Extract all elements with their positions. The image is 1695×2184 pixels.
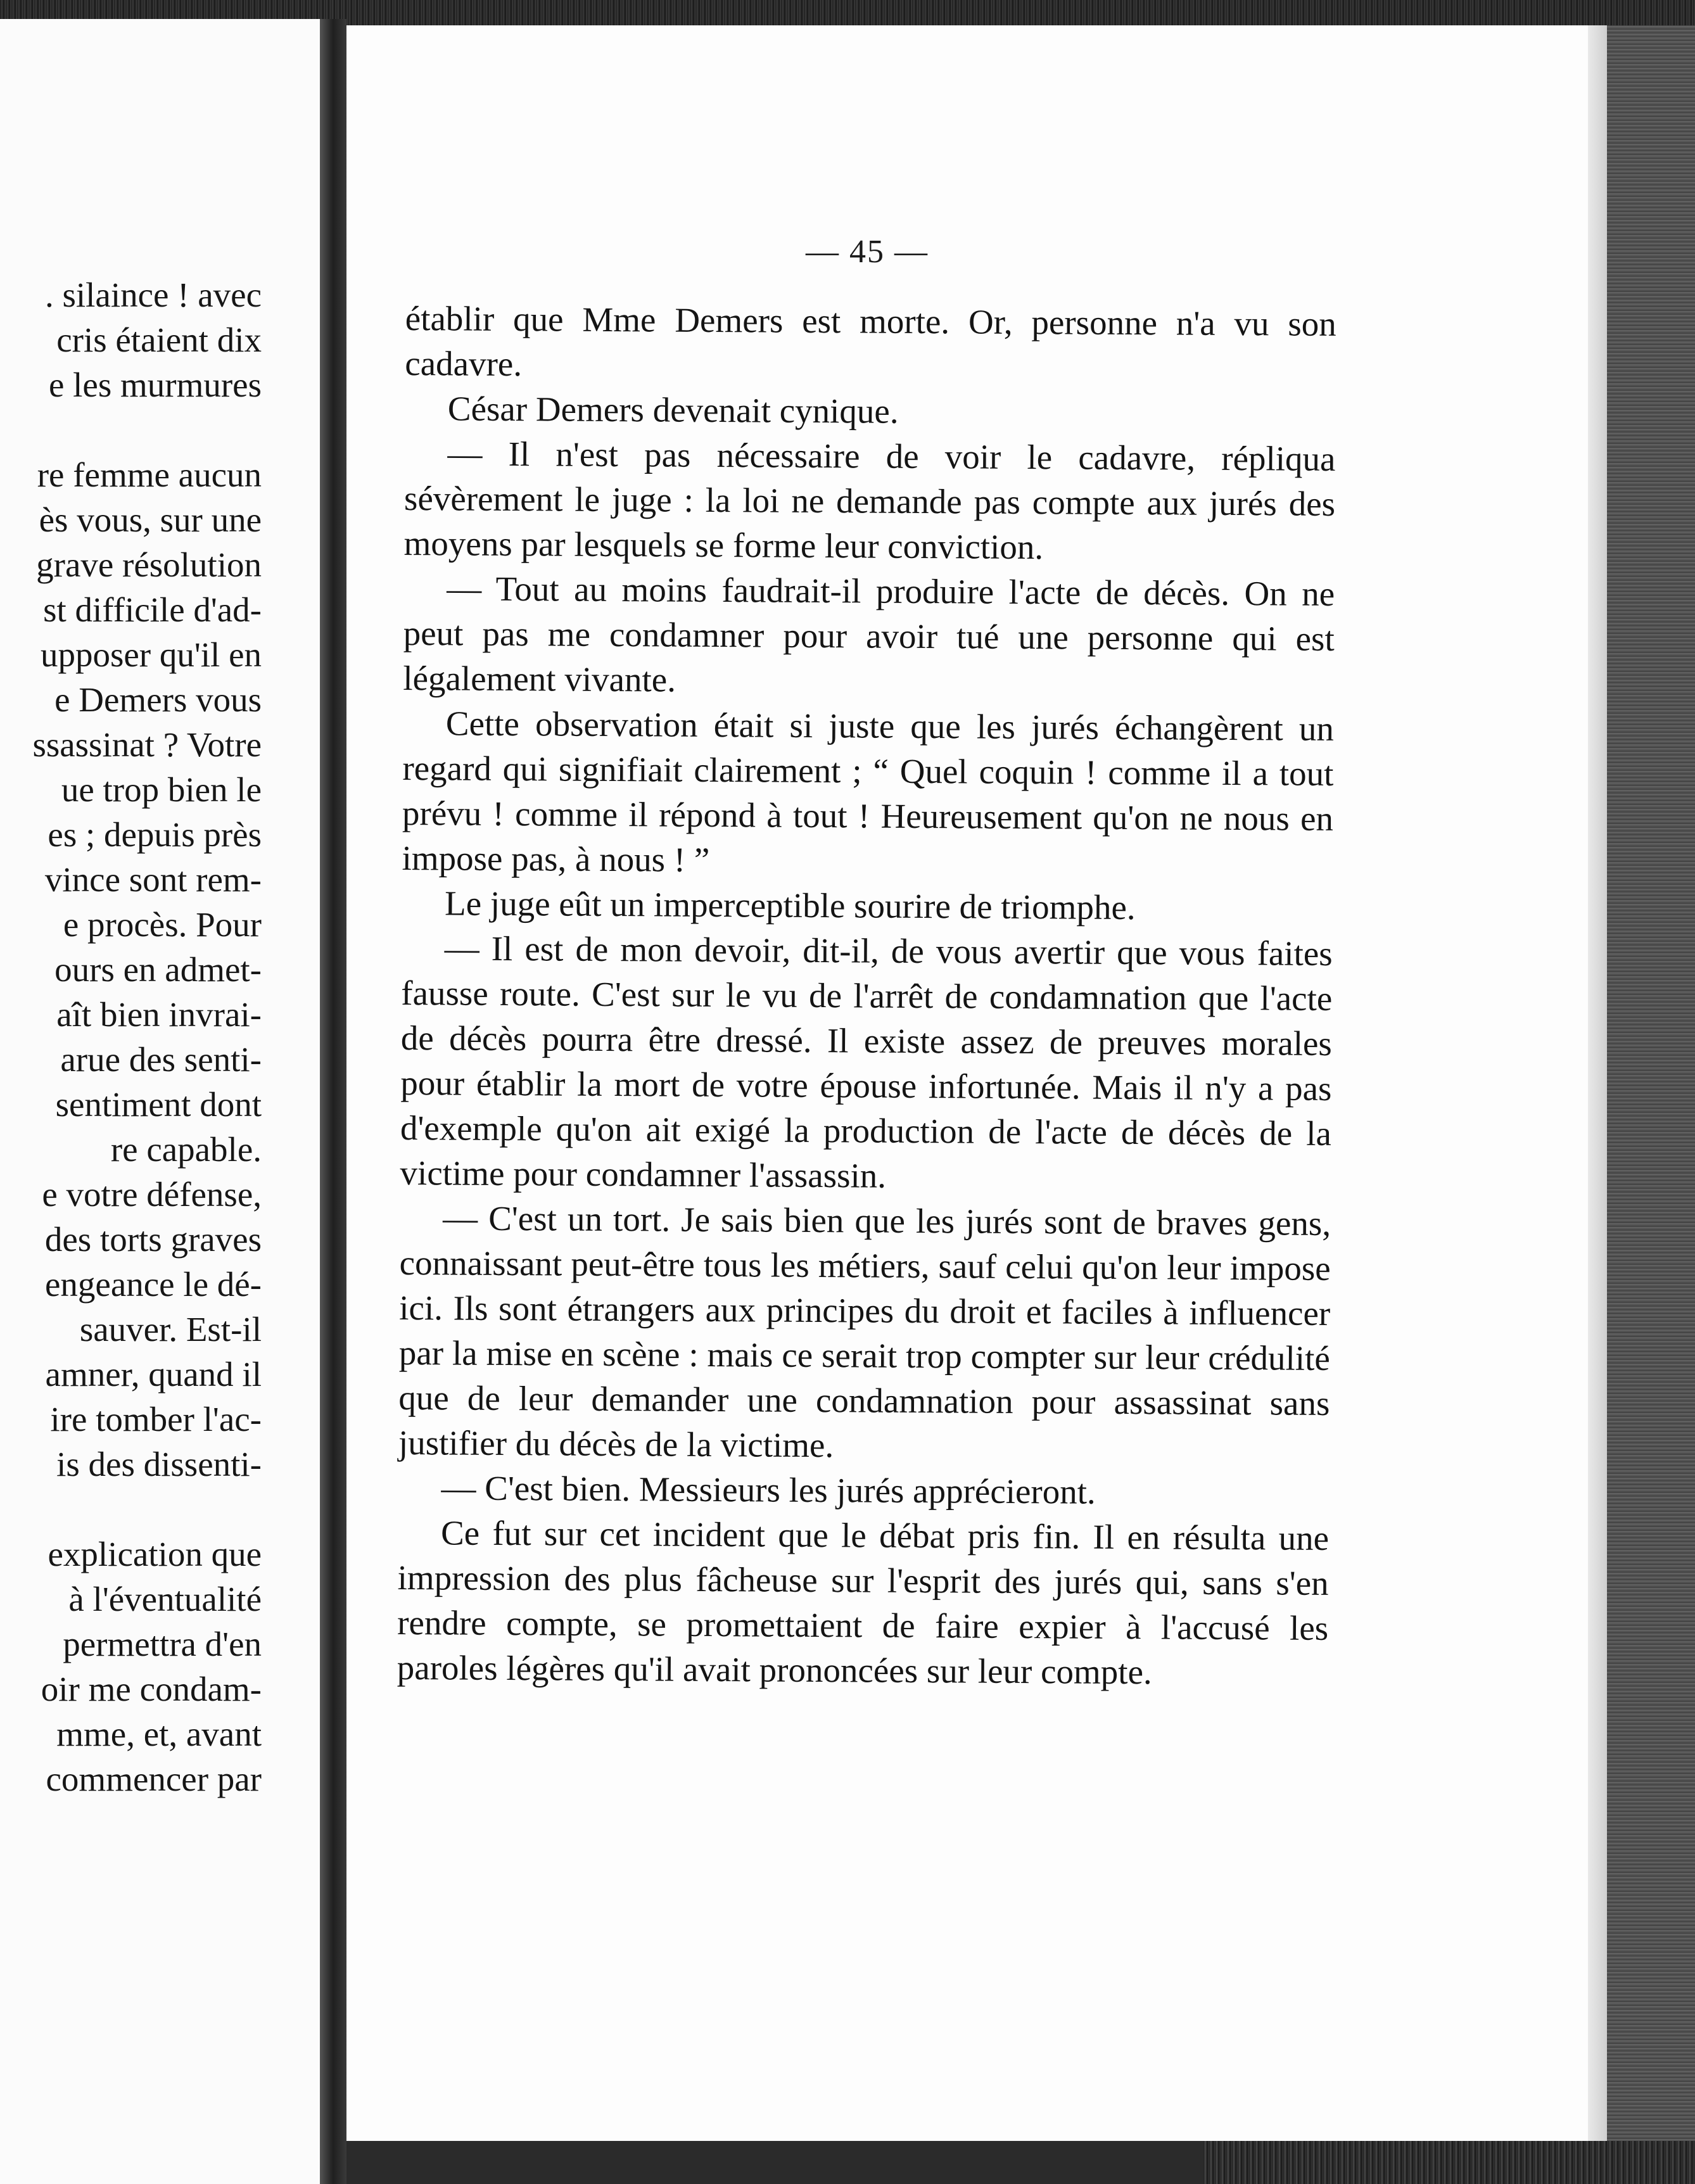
- paragraph: Cette observation était si juste que les jurés échangèrent un regard qui signifiait clairement ; “ Quel coquin ! comme il a tout prévu ! comme il répond à tout ! Heureusement qu'on ne nous en impose pas, à nous ! ”: [402, 704, 1335, 879]
- previous-page-line: cris étaient dix: [56, 321, 262, 359]
- previous-page-line: amner, quand il: [45, 1355, 262, 1394]
- previous-page-line: des torts graves: [44, 1220, 262, 1259]
- paragraph: Le juge eût un imperceptible sourire de triomphe.: [444, 884, 1136, 927]
- previous-page-line: oir me condam-: [41, 1670, 262, 1708]
- paragraph: établir que Mme Demers est morte. Or, personne n'a vu son cadavre.: [405, 298, 1336, 384]
- paragraph: — Il n'est pas nécessaire de voir le cadavre, répliqua sévèrement le juge : la loi ne demande pas compte aux jurés des moyens par lesquels se forme leur conviction.: [403, 434, 1336, 567]
- previous-page-text: [0, 272, 262, 1801]
- previous-page-line: permettra d'en: [63, 1625, 262, 1663]
- book-cover-edge: [1607, 25, 1695, 2141]
- previous-page-line: sentiment dont: [55, 1085, 262, 1124]
- paragraph: — C'est un tort. Je sais bien que les jurés sont de braves gens, connaissant peut-être tous les métiers, sauf celui qu'on leur impose ici. Ils sont étrangers aux principes du droit et faciles à influencer par la mise en scène : mais ce serait trop compter sur leur crédulité que de leur demander une condamnation pour assassinat sans justifier du décès de la victime.: [398, 1198, 1331, 1465]
- previous-page-line: ès vous, sur une: [39, 500, 262, 539]
- previous-page-line: commencer par: [46, 1760, 262, 1798]
- previous-page-line: à l'éventualité: [68, 1580, 262, 1618]
- previous-page-line: st difficile d'ad-: [43, 590, 262, 629]
- page-body-text: [397, 296, 1336, 1696]
- previous-page-line: re femme aucun: [37, 455, 262, 494]
- previous-page: [0, 19, 320, 2184]
- previous-page-line: es ; depuis près: [48, 815, 262, 854]
- page-edge: [1588, 25, 1607, 2141]
- paragraph: César Demers devenait cynique.: [447, 389, 899, 431]
- previous-page-line: e les murmures: [48, 365, 262, 404]
- previous-page-line: is des dissenti-: [56, 1445, 262, 1483]
- previous-page-line: aît bien invrai-: [56, 995, 262, 1034]
- previous-page-line: [0, 407, 262, 452]
- previous-page-line: arue des senti-: [60, 1040, 262, 1079]
- previous-page-line: explication que: [48, 1535, 262, 1573]
- previous-page-line: re capable.: [110, 1130, 262, 1169]
- paragraph: — Il est de mon devoir, dit-il, de vous avertir que vous faites fausse route. C'est sur le vu de l'arrêt de condamnation que l'acte de décès pourra être dressé. Il existe assez de preuves morales pour établir la mort de votre épouse infortunée. Mais il n'y a pas d'exemple qu'on ait exigé la production de l'acte de décès de la victime pour condamner l'assassin.: [400, 929, 1333, 1195]
- previous-page-line: grave résolution: [36, 545, 262, 584]
- previous-page-line: sauver. Est-il: [79, 1310, 262, 1349]
- previous-page-line: . silaince ! avec: [44, 276, 262, 314]
- previous-page-line: ssassinat ? Votre: [32, 725, 262, 764]
- previous-page-line: e procès. Pour: [63, 905, 262, 944]
- previous-page-line: e votre défense,: [42, 1175, 262, 1214]
- paragraph: — Tout au moins faudrait-il produire l'acte de décès. On ne peut pas me condamner pour avoir tué une personne qui est légalement vivante.: [403, 569, 1335, 699]
- previous-page-line: ire tomber l'ac-: [50, 1400, 262, 1438]
- book-gutter: [320, 19, 346, 2184]
- previous-page-line: e Demers vous: [54, 680, 262, 719]
- previous-page-line: vince sont rem-: [44, 860, 262, 899]
- paragraph: — C'est bien. Messieurs les jurés apprécieront.: [441, 1468, 1096, 1511]
- paragraph: Ce fut sur cet incident que le débat pris fin. Il en résulta une impression des plus fâcheuse sur l'esprit des jurés qui, sans s'en rendre compte, se promettaient de faire expier à l'accusé les paroles légères qu'il avait prononcées sur leur compte.: [397, 1513, 1330, 1692]
- previous-page-line: mme, et, avant: [56, 1715, 262, 1753]
- previous-page-line: ours en admet-: [54, 950, 262, 989]
- previous-page-line: ue trop bien le: [61, 770, 262, 809]
- previous-page-line: [0, 1487, 262, 1532]
- scan-border-bottom: [1203, 2141, 1695, 2184]
- previous-page-line: engeance le dé-: [45, 1265, 262, 1304]
- page-number: — 45 —: [806, 234, 929, 270]
- previous-page-line: upposer qu'il en: [40, 635, 262, 674]
